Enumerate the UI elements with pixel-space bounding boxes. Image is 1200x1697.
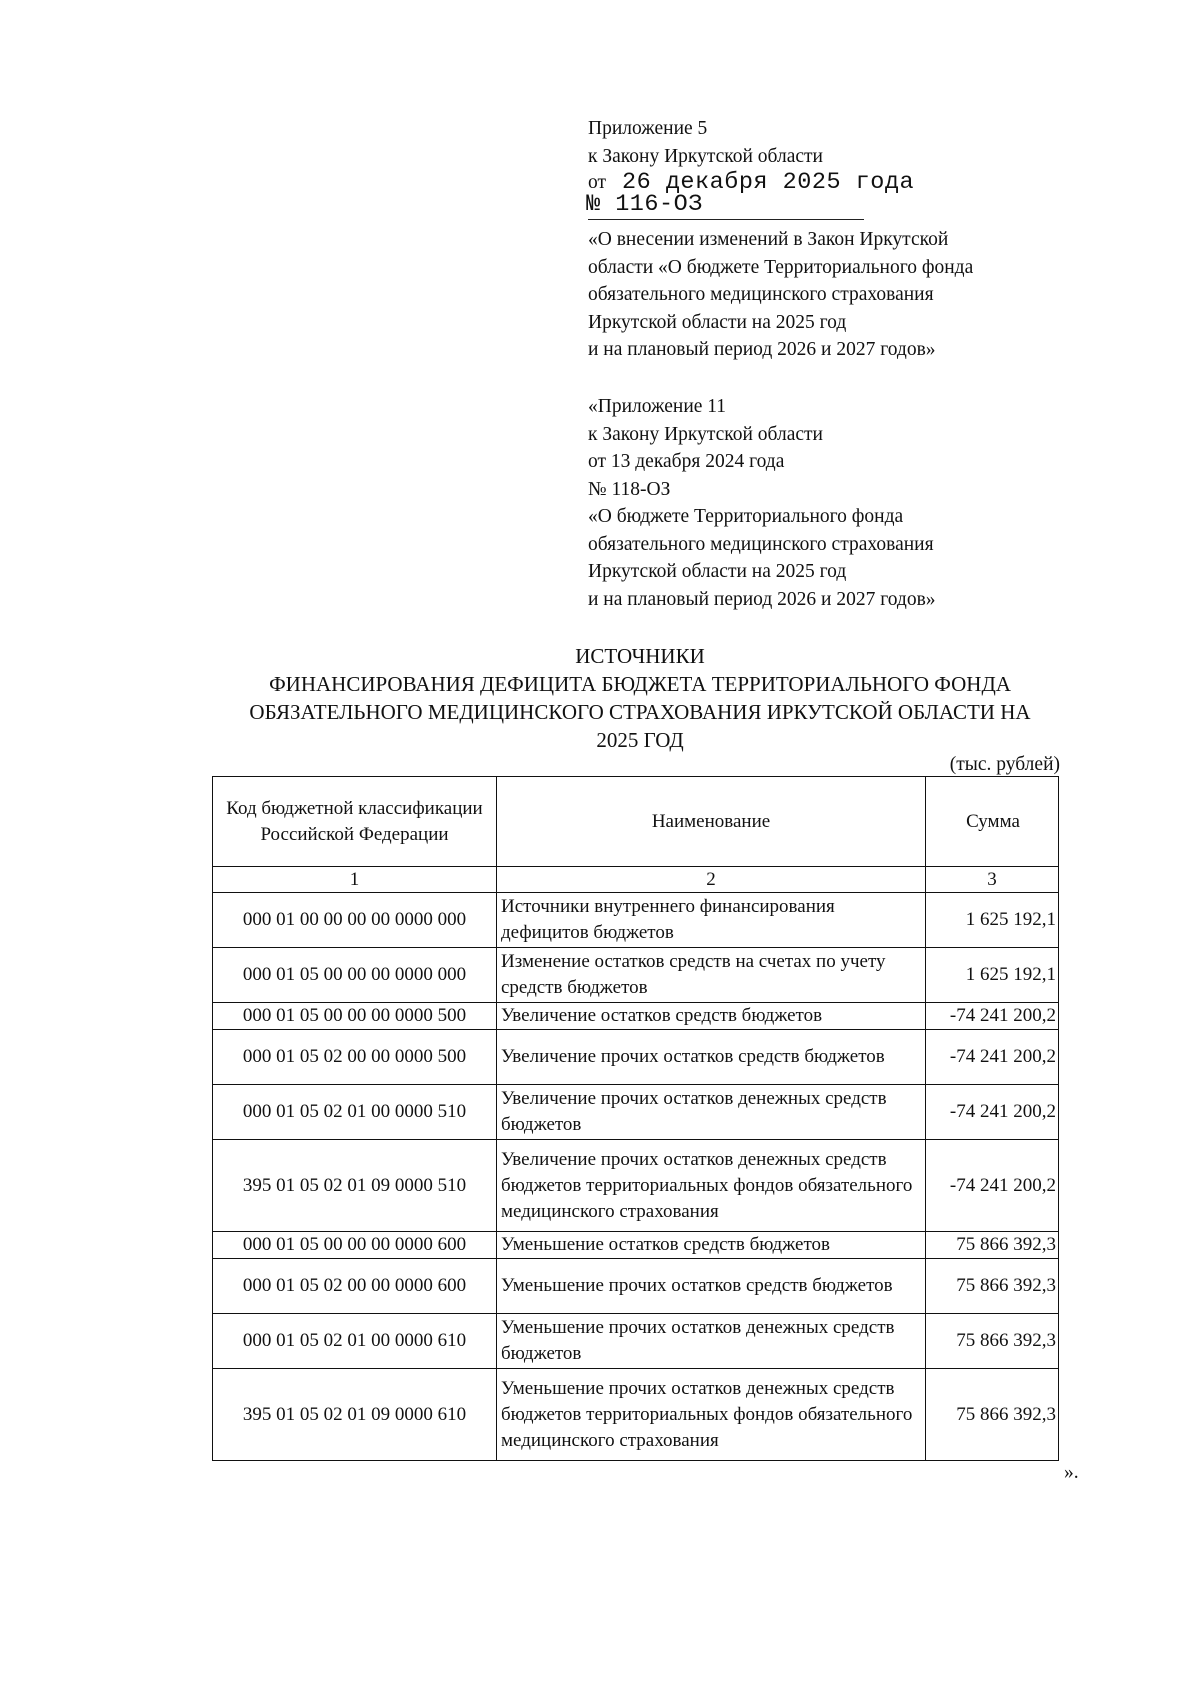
quoted-appendix-line: обязательного медицинского страхования — [588, 533, 934, 555]
sources-table — [212, 776, 1059, 1461]
header-code: Код бюджетной классификации Российской Федерации — [213, 777, 497, 867]
row-sum: 1 625 192,1 — [926, 948, 1059, 1003]
row-code: 000 01 05 00 00 00 0000 600 — [213, 1232, 497, 1259]
law-number: № 116-ОЗ — [586, 191, 703, 218]
row-code: 395 01 05 02 01 09 0000 510 — [213, 1140, 497, 1232]
row-sum: -74 241 200,2 — [926, 1030, 1059, 1085]
appendix-title: Приложение 5 — [588, 118, 708, 139]
column-number: 3 — [926, 867, 1059, 893]
amending-law-title-line: области «О бюджете Территориального фонда — [588, 256, 974, 278]
row-name: Уменьшение прочих остатков денежных средств бюджетов территориальных фондов обязательного медицинского страхования — [497, 1369, 926, 1461]
row-name: Увеличение остатков средств бюджетов — [497, 1003, 926, 1030]
signature-rule — [588, 219, 864, 220]
quoted-appendix-line: «Приложение 11 — [588, 396, 727, 417]
column-number: 1 — [213, 867, 497, 893]
row-code: 000 01 05 02 00 00 0000 600 — [213, 1259, 497, 1314]
row-sum: 75 866 392,3 — [926, 1259, 1059, 1314]
row-code: 000 01 00 00 00 00 0000 000 — [213, 893, 497, 948]
row-code: 395 01 05 02 01 09 0000 610 — [213, 1369, 497, 1461]
quoted-appendix-line: и на плановый период 2026 и 2027 годов» — [588, 588, 936, 610]
row-name: Увеличение прочих остатков денежных средств бюджетов территориальных фондов обязательного медицинского страхования — [497, 1140, 926, 1232]
quoted-appendix-line: к Закону Иркутской области — [588, 423, 823, 445]
table-row — [213, 1030, 1059, 1085]
row-sum: 75 866 392,3 — [926, 1232, 1059, 1259]
row-sum: -74 241 200,2 — [926, 1003, 1059, 1030]
closing-quote: ». — [1064, 1462, 1079, 1483]
document-title-line: 2025 ГОД — [596, 728, 684, 752]
date-prefix: от — [588, 172, 607, 193]
amending-law-title-line: Иркутской области на 2025 год — [588, 311, 847, 333]
table-row — [213, 1140, 1059, 1232]
row-name: Уменьшение остатков средств бюджетов — [497, 1232, 926, 1259]
table-row — [213, 1259, 1059, 1314]
table-row — [213, 893, 1059, 948]
amending-law-title-line: обязательного медицинского страхования — [588, 284, 934, 305]
amending-law-title-line: и на плановый период 2026 и 2027 годов» — [588, 339, 936, 360]
quoted-appendix-line: «О бюджете Территориального фонда — [588, 506, 904, 527]
row-code: 000 01 05 02 01 00 0000 510 — [213, 1085, 497, 1140]
table-row — [213, 1003, 1059, 1030]
quoted-appendix-block — [588, 393, 936, 613]
table-row — [213, 1085, 1059, 1140]
row-name: Источники внутреннего финансирования дефицитов бюджетов — [497, 893, 926, 948]
row-code: 000 01 05 02 01 00 0000 610 — [213, 1314, 497, 1369]
row-code: 000 01 05 02 00 00 0000 500 — [213, 1030, 497, 1085]
row-name: Увеличение прочих остатков денежных средств бюджетов — [497, 1085, 926, 1140]
row-sum: 75 866 392,3 — [926, 1369, 1059, 1461]
document-title-line: ОБЯЗАТЕЛЬНОГО МЕДИЦИНСКОГО СТРАХОВАНИЯ ИРКУТСКОЙ ОБЛАСТИ НА — [249, 700, 1031, 724]
column-number: 2 — [497, 867, 926, 893]
document-title-line: ИСТОЧНИКИ — [575, 644, 705, 668]
table-row — [213, 1232, 1059, 1259]
document-title-line: ФИНАНСИРОВАНИЯ ДЕФИЦИТА БЮДЖЕТА ТЕРРИТОРИАЛЬНОГО ФОНДА — [269, 672, 1011, 696]
table-header-row — [213, 777, 1059, 867]
appendix-law-ref: к Закону Иркутской области — [588, 145, 823, 167]
header-sum: Сумма — [926, 777, 1059, 867]
row-sum: -74 241 200,2 — [926, 1085, 1059, 1140]
table-row — [213, 948, 1059, 1003]
amending-law-title-line: «О внесении изменений в Закон Иркутской — [588, 229, 949, 250]
row-name: Увеличение прочих остатков средств бюджетов — [497, 1030, 926, 1085]
row-sum: -74 241 200,2 — [926, 1140, 1059, 1232]
table-row — [213, 1369, 1059, 1461]
document-title — [200, 642, 1080, 754]
row-sum: 75 866 392,3 — [926, 1314, 1059, 1369]
row-code: 000 01 05 00 00 00 0000 500 — [213, 1003, 497, 1030]
amending-law-title — [588, 226, 973, 364]
row-name: Уменьшение прочих остатков денежных средств бюджетов — [497, 1314, 926, 1369]
row-name: Изменение остатков средств на счетах по учету средств бюджетов — [497, 948, 926, 1003]
row-name: Уменьшение прочих остатков средств бюджетов — [497, 1259, 926, 1314]
units-label: (тыс. рублей) — [949, 754, 1060, 775]
quoted-appendix-line: № 118-ОЗ — [588, 478, 671, 500]
table-row — [213, 1314, 1059, 1369]
quoted-appendix-line: Иркутской области на 2025 год — [588, 561, 847, 582]
law-date: 26 декабря 2025 года — [622, 169, 915, 196]
row-code: 000 01 05 00 00 00 0000 000 — [213, 948, 497, 1003]
appendix-header — [588, 115, 823, 170]
row-sum: 1 625 192,1 — [926, 893, 1059, 948]
quoted-appendix-line: от 13 декабря 2024 года — [588, 451, 785, 472]
column-number-row — [213, 867, 1059, 893]
header-name: Наименование — [497, 777, 926, 867]
